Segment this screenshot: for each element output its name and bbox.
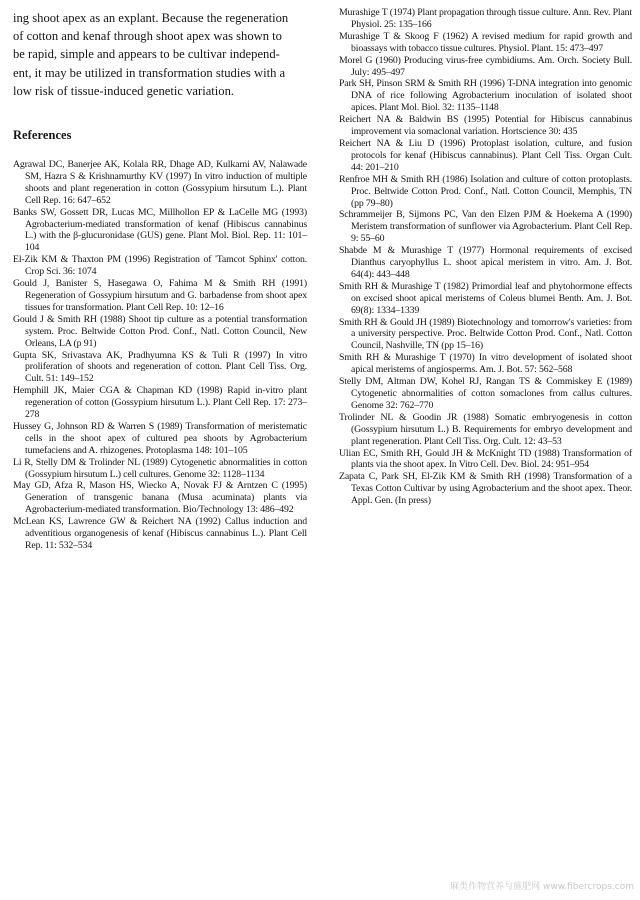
reference-entry: Murashige T & Skoog F (1962) A revised medium for rapid growth and bioassays with tobacco tissue cultures. Physiol. Plant. 15: 473–497: [339, 30, 632, 54]
intro-line: ing shoot apex as an explant. Because the regeneration: [13, 11, 289, 25]
reference-entry: Gupta SK, Srivastava AK, Pradhyumna KS & Tuli R (1997) In vitro proliferation of shoots and regeneration of cotton. Plant Cell Tiss. Org. Cult. 51: 149–152: [13, 349, 307, 385]
references-heading: References: [13, 128, 72, 142]
reference-entry: Zapata C, Park SH, El-Zik KM & Smith RH (1998) Transformation of a Texas Cotton Cultivar by using Agrobacterium and the shoot apex. Theor. Appl. Gen. (In press): [339, 471, 632, 507]
reference-entry: Smith RH & Murashige T (1982) Primordial leaf and phytohormone effects on excised shoot apical meristems of Coleus blumei Benth. Am. J. Bot. 69(8): 1334–1339: [339, 280, 632, 316]
reference-entry: Hemphill JK, Maier CGA & Chapman KD (1998) Rapid in-vitro plant regeneration of cotton (Gossypium hirsutum L.). Plant Cell Rep. 17: 273–278: [13, 385, 307, 421]
references-left-column: [13, 159, 307, 552]
intro-line: ent, it may be utilized in transformation studies with a: [13, 65, 286, 80]
reference-entry: May GD, Afza R, Mason HS, Wiecko A, Novak FJ & Arntzen C (1995) Generation of transgenic banana (Musa acuminata) plants via Agrobacterium-mediated transformation. Bio/Technology 13: 486–492: [13, 480, 307, 516]
reference-entry: Murashige T (1974) Plant propagation through tissue culture. Ann. Rev. Plant Physiol. 25: 135–166: [339, 7, 632, 30]
reference-entry: McLean KS, Lawrence GW & Reichert NA (1992) Callus induction and adventitious organogenesis of kenaf (Hibiscus cannabinus L.). Plant Cell Rep. 11: 532–534: [13, 516, 307, 551]
reference-entry: Ulian EC, Smith RH, Gould JH & McKnight TD (1988) Transformation of plants via the shoot apex. In Vitro Cell. Dev. Biol. 24: 951–954: [339, 447, 632, 471]
reference-entry: Hussey G, Johnson RD & Warren S (1989) Transformation of meristematic cells in the shoot apex of cultured pea shoots by Agrobacterium tumefaciens and A. rhizogenes. Protoplasma 148: 101–105: [13, 420, 307, 456]
reference-entry: Agrawal DC, Banerjee AK, Kolala RR, Dhage AD, Kulkarni AV, Nalawade SM, Hazra S & Krishnamurthy KV (1997) In vitro induction of multiple shoots and plant regeneration in cotton (Gossypium hirsutum L.). Plant Cell Rep. 16: 647–652: [13, 159, 307, 206]
references-right-column: [339, 7, 632, 507]
reference-entry: Reichert NA & Baldwin BS (1995) Potential for Hibiscus cannabinus improvement via somaclonal variation. Hortscience 30: 435: [339, 114, 632, 138]
reference-entry: Trolinder NL & Goodin JR (1988) Somatic embryogenesis in cotton (Gossypium hirsutum L.) B. Requirements for embryo development and plant regeneration. Plant Cell Tiss. Org. Cult. 12: 43–53: [339, 411, 632, 447]
reference-entry: El-Zik KM & Thaxton PM (1996) Registration of 'Tamcot Sphinx' cotton. Crop Sci. 36: 1074: [13, 254, 307, 278]
reference-entry: Reichert NA & Liu D (1996) Protoplast isolation, culture, and fusion protocols for kenaf (Hibiscus cannabinus). Plant Cell Tiss. Organ Cult. 44: 201–210: [339, 137, 632, 173]
reference-entry: Banks SW, Gossett DR, Lucas MC, Millhollon EP & LaCelle MG (1993) Agrobacterium-mediated transformation of kenaf (Hibiscus cannabinus L.) with the β-glucuronidase (GUS) gene. Plant Mol. Biol. Rep. 11: 101–104: [13, 206, 307, 254]
intro-line: low risk of tissue-induced genetic variation.: [13, 83, 235, 98]
reference-entry: Smith RH & Gould JH (1989) Biotechnology and tomorrow's varieties: from a university perspective. Proc. Beltwide Cotton Prod. Conf., Natl. Cotton Council, Nashville, TN (pp 15–16): [339, 316, 632, 352]
reference-entry: Morel G (1960) Producing virus-free cymbidiums. Am. Orch. Society Bull. July: 495–497: [339, 54, 632, 78]
reference-entry: Schrammeijer B, Sijmons PC, Van den Elzen PJM & Hoekema A (1990) Meristem transformation of sunflower via Agrobacterium. Plant Cell Rep. 9: 55–60: [339, 209, 632, 245]
reference-entry: Shabde M & Murashige T (1977) Hormonal requirements of excised Dianthus caryophyllus L. shoot apical meristem in vitro. Am. J. Bot. 64(4): 443–448: [339, 245, 632, 280]
watermark-text: 麻类作物营养与施肥网 www.fibercrops.com: [450, 882, 634, 892]
reference-entry: Li R, Stelly DM & Trolinder NL (1989) Cytogenetic abnormalities in cotton (Gossypium hirsutum L.) cell cultures. Genome 32: 1128–1134: [13, 456, 307, 480]
reference-entry: Smith RH & Murashige T (1970) In vitro development of isolated shoot apical meristems of angiosperms. Am. J. Bot. 57: 562–568: [339, 352, 632, 376]
reference-entry: Gould J, Banister S, Hasegawa O, Fahima M & Smith RH (1991) Regeneration of Gossypium hirsutum and G. barbadense from shoot apex tissues for transformation. Plant Cell Rep. 10: 12–16: [13, 278, 307, 313]
intro-line: be rapid, simple and appears to be cultivar independ-: [13, 47, 280, 62]
reference-entry: Park SH, Pinson SRM & Smith RH (1996) T-DNA integration into genomic DNA of rice following Agrobacterium inoculation of isolated shoot apices. Plant Mol. Biol. 32: 1135–1148: [339, 78, 632, 114]
reference-entry: Stelly DM, Altman DW, Kohel RJ, Rangan TS & Commiskey E (1989) Cytogenetic abnormalities of cotton somaclones from callus cultures. Genome 32: 762–770: [339, 376, 632, 411]
intro-line: of cotton and kenaf through shoot apex was shown to: [13, 29, 282, 44]
reference-entry: Renfroe MH & Smith RH (1986) Isolation and culture of cotton protoplasts. Proc. Beltwide Cotton Prod. Conf., Natl. Cotton Council, Memphis, TN (pp 79–80): [339, 173, 632, 209]
intro-paragraph: [13, 9, 309, 100]
reference-entry: Gould J & Smith RH (1988) Shoot tip culture as a potential transformation system. Proc. Beltwide Cotton Prod. Conf., Natl. Cotton Council, New Orleans, LA (p 91): [13, 313, 307, 349]
